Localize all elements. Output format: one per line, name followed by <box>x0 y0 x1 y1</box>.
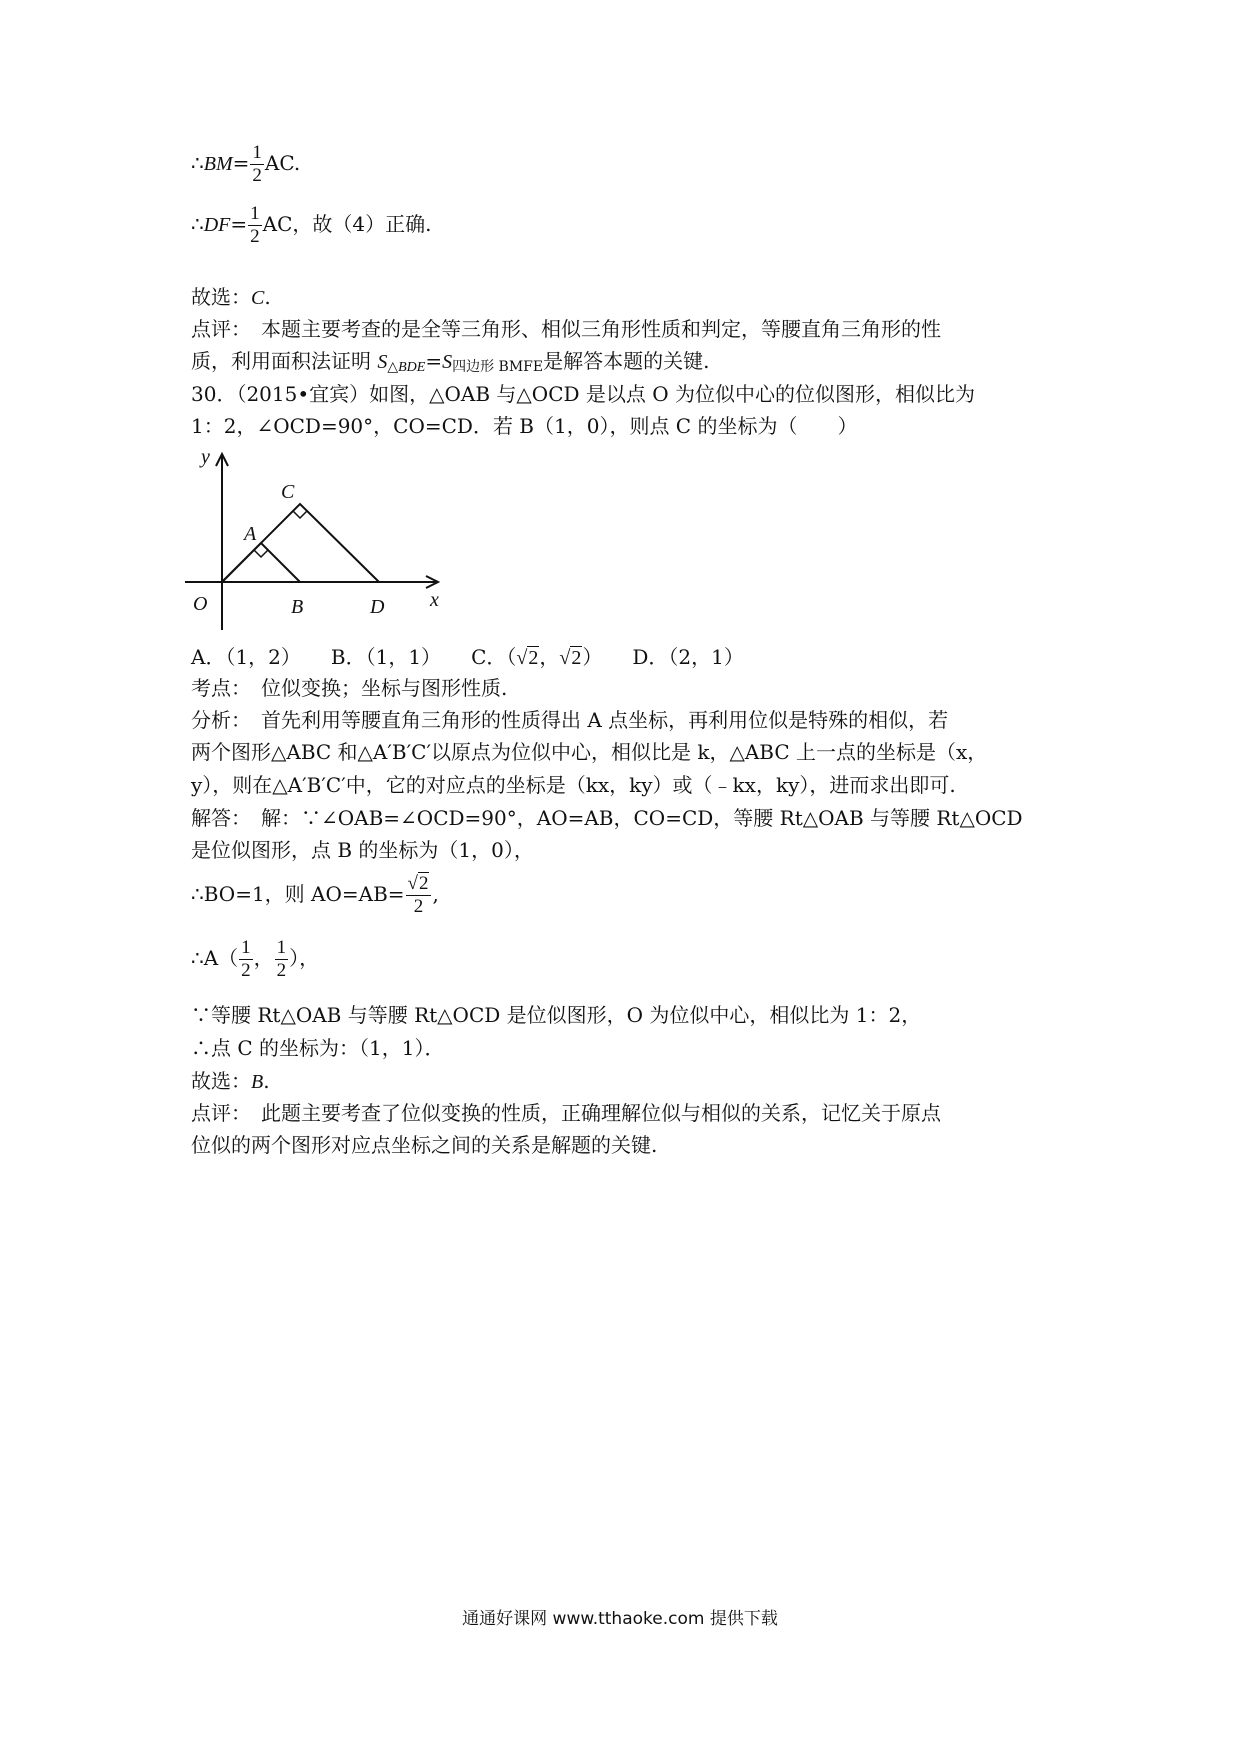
numerator: 1 <box>250 203 260 224</box>
numerator: 1 <box>252 142 262 163</box>
dianping-line-1 <box>191 1098 1080 1128</box>
jieda-line-1 <box>191 803 1080 833</box>
answer-line <box>191 1066 1080 1097</box>
line-df <box>191 203 1080 248</box>
answer-label: 故选： <box>191 285 251 309</box>
option-d-value: （2，1） <box>668 645 744 669</box>
comment-text: 本题主要考查的是全等三角形、相似三角形性质和判定，等腰直角三角形的性 <box>261 317 941 341</box>
period: . <box>263 1069 270 1093</box>
equals: = <box>230 212 248 236</box>
paren-open: （ <box>506 645 517 669</box>
comment-text: 质，利用面积法证明 <box>191 349 378 373</box>
period: . <box>264 285 271 309</box>
radicand: 2 <box>418 873 429 894</box>
numerator <box>406 873 432 896</box>
answer-value: C <box>251 287 265 309</box>
comment-label: 点评： <box>191 317 241 341</box>
numerator: 1 <box>276 937 287 958</box>
label-x: x <box>430 589 439 611</box>
option-a-label: A． <box>191 645 226 669</box>
fenxi-label: 分析： <box>191 708 241 732</box>
jieda-label: 解答： <box>191 806 241 830</box>
area-symbol: S <box>442 351 453 373</box>
denominator: 2 <box>250 226 260 247</box>
paren-close: ） <box>582 645 593 669</box>
kaodian-text: 位似变换；坐标与图形性质. <box>261 676 508 700</box>
fenxi-line-1 <box>191 705 1080 735</box>
label-b: B <box>291 596 304 618</box>
kaodian-label: 考点： <box>191 676 241 700</box>
answer-value: B <box>251 1071 264 1093</box>
line-tail: AC. <box>264 151 301 175</box>
jieda-text: ∴BO=1，则 AO=AB= <box>191 882 405 906</box>
jieda-text: 解：∵∠OAB=∠OCD=90°，AO=AB，CO=CD，等腰 Rt△OAB 与等腰 Rt△OCD <box>261 806 1023 830</box>
math-var: DF <box>203 214 231 236</box>
denominator: 2 <box>241 960 251 981</box>
fraction-half <box>250 142 264 187</box>
area-subscript: △BDE <box>387 360 426 375</box>
fraction-sqrt2-over-2 <box>406 873 432 918</box>
equals: = <box>232 151 250 175</box>
option-b-value: （1，1） <box>365 645 432 669</box>
fenxi-text: 首先利用等腰直角三角形的性质得出 A 点坐标，再利用位似是特殊的相似，若 <box>261 708 949 732</box>
jieda-line-5: ∵等腰 Rt△OAB 与等腰 Rt△OCD 是位似图形，O 为位似中心，相似比为 1：2， <box>191 1003 922 1027</box>
line-tail: AC，故（4）正确. <box>262 212 432 236</box>
right-angle-mark-a <box>254 550 268 557</box>
comment-line-prev-2 <box>191 346 1080 383</box>
option-a-value: （1，2） <box>225 645 291 669</box>
jieda-text: ）， <box>289 946 320 970</box>
area-symbol: S <box>377 351 388 373</box>
kaodian-line <box>191 673 1080 703</box>
dianping-label: 点评： <box>191 1101 241 1125</box>
label-d: D <box>370 596 385 618</box>
radicand: 2 <box>571 647 582 669</box>
option-b-label: B． <box>330 645 366 669</box>
dianping-text: 此题主要考查了位似变换的性质，正确理解位似与相似的关系，记忆关于原点 <box>261 1101 941 1125</box>
equals: = <box>425 349 443 373</box>
fenxi-line-2: 两个图形△ABC 和△A′B′C′以原点为位似中心，相似比是 k，△ABC 上一点的坐标是（x， <box>191 740 988 764</box>
question-line-1: 30．（2015•宜宾）如图，△OAB 与△OCD 是以点 O 为位似中心的位似图形，相似比为 <box>191 382 976 406</box>
jieda-text: ∴A（ <box>191 946 239 970</box>
page-footer: 通通好课网 www.tthaoke.com 提供下载 <box>462 1609 778 1629</box>
right-angle-mark-c <box>293 511 307 518</box>
sqrt-expression: √2 <box>407 873 429 894</box>
label-y: y <box>201 448 210 468</box>
fraction-half <box>239 937 253 982</box>
fraction-half <box>248 203 262 248</box>
comma: ， <box>539 645 560 669</box>
sqrt-expression: √2 <box>559 647 582 669</box>
denominator: 2 <box>413 896 424 917</box>
options-line <box>191 642 1080 673</box>
jieda-line-2: 是位似图形，点 B 的坐标为（1，0）， <box>191 838 534 862</box>
line-bm <box>191 142 1080 187</box>
numerator: 1 <box>241 937 251 958</box>
question-line-2: 1：2，∠OCD=90°，CO=CD．若 B（1，0），则点 C 的坐标为（ ） <box>191 414 858 438</box>
jieda-line-3 <box>191 873 1080 918</box>
fraction-half <box>275 937 289 982</box>
option-c-label: C． <box>471 645 507 669</box>
jieda-line-4 <box>191 937 1080 982</box>
fenxi-line-3: y），则在△A′B′C′中，它的对应点的坐标是（kx，ky）或（﹣kx，ky），进而求出即可. <box>191 773 956 797</box>
denominator: 2 <box>252 165 262 186</box>
therefore-symbol: ∴ <box>191 212 204 236</box>
radicand: 2 <box>528 647 539 669</box>
comment-line-prev-1 <box>191 314 1080 344</box>
comma: , <box>432 882 439 906</box>
math-var: BM <box>203 153 233 175</box>
label-o: O <box>193 593 208 615</box>
coordinate-figure <box>185 448 455 643</box>
comma: ， <box>253 946 274 970</box>
denominator: 2 <box>276 960 287 981</box>
sqrt-expression: √2 <box>516 647 539 669</box>
area-subscript: 四边形 BMFE <box>452 359 544 375</box>
label-c: C <box>281 481 295 503</box>
answer-label: 故选： <box>191 1069 251 1093</box>
label-a: A <box>244 523 257 545</box>
answer-line-prev <box>191 282 1080 313</box>
triangle-oab <box>222 543 300 582</box>
comment-text: 是解答本题的关键. <box>543 349 710 373</box>
dianping-line-2: 位似的两个图形对应点坐标之间的关系是解题的关键. <box>191 1133 658 1157</box>
option-d-label: D． <box>632 645 669 669</box>
jieda-line-6: ∴点 C 的坐标为：（1，1）． <box>191 1036 445 1060</box>
therefore-symbol: ∴ <box>191 151 204 175</box>
